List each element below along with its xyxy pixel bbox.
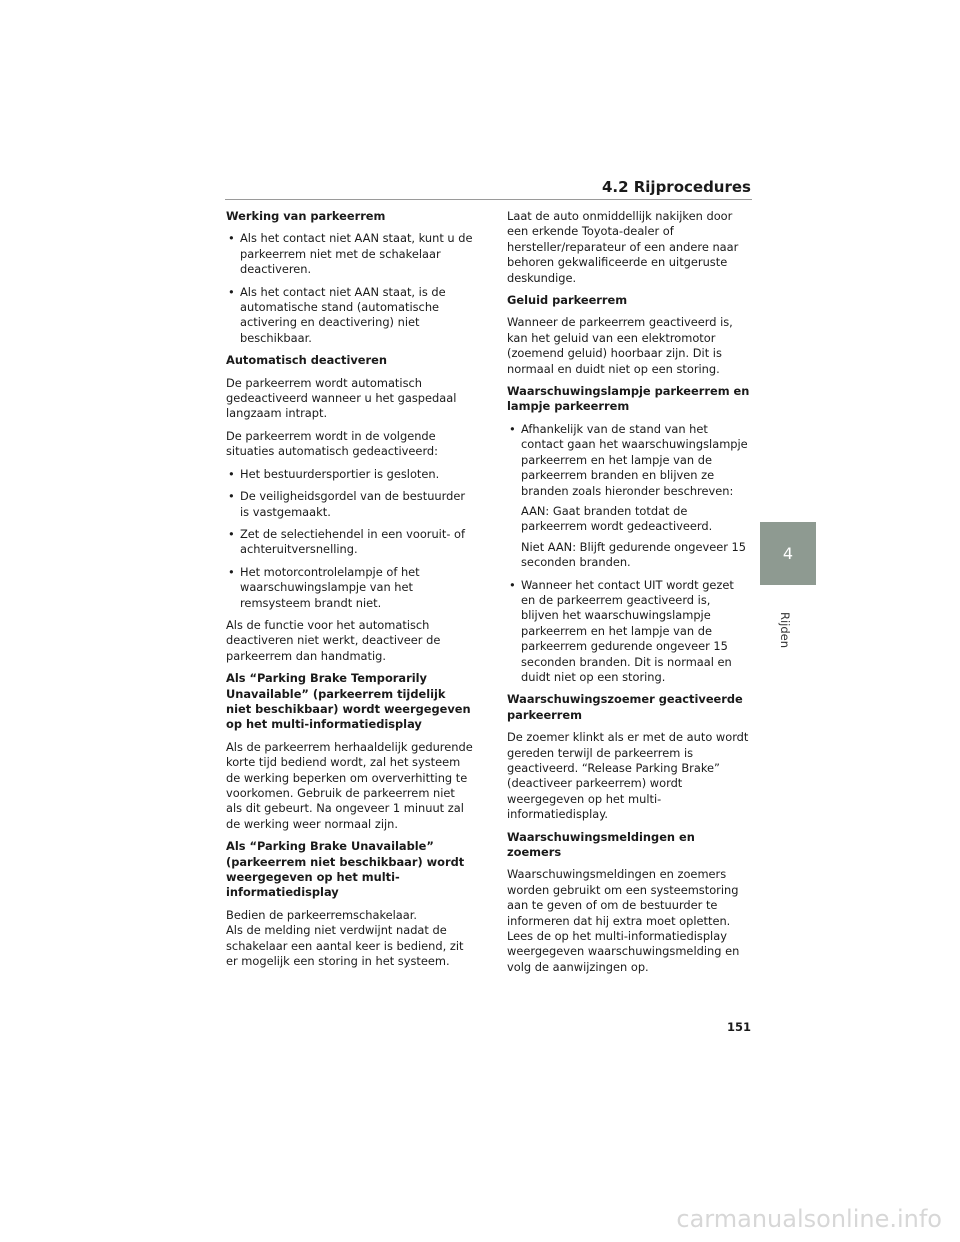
paragraph: Als de parkeerrem herhaaldelijk gedurende korte tijd bediend wordt, zal het systeem de werking beperken om oververhitting te voorkomen. Gebruik de parkeerrem niet als dit gebeurt. Na ongeveer 1 minuut zal de werking weer normaal zijn. [226, 739, 473, 831]
paragraph: De zoemer klinkt als er met de auto wordt gereden terwijl de parkeerrem is geactiveerd. “Release Parking Brake” (deactiveer parkeerrem) wordt weergegeven op het multi-informatiedisplay. [507, 730, 749, 822]
section-title: 4.2 Rijprocedures [601, 178, 751, 196]
chapter-number: 4 [782, 544, 794, 563]
paragraph: Waarschuwingsmeldingen en zoemers worden gebruikt om een systeemstoring aan te geven of om de bestuurder te informeren dat hij extra moet opletten. Lees de op het multi-informatiedisplay weergegeven waarschuwingsmelding en volg de aanwijzingen op. [507, 867, 740, 974]
bullet-list [226, 231, 473, 346]
chapter-label: Rijden [778, 612, 792, 649]
chapter-tab [760, 522, 816, 585]
list-item-sub: Niet AAN: Blijft gedurende ongeveer 15 seconden branden. [521, 539, 747, 570]
paragraph-line: Als de melding niet verdwijnt nadat de schakelaar een aantal keer is bediend, zit er mogelijk een storing in het systeem. [226, 923, 464, 969]
heading-warning-lamp: Waarschuwingslampje parkeerrem en lampje parkeerrem [507, 384, 750, 414]
list-item: • Het motorcontrolelampje of het waarschuwingslampje van het remsysteem brandt niet. [226, 565, 473, 611]
heading-auto-release: Automatisch deactiveren [226, 353, 387, 368]
paragraph-line: Bedien de parkeerremschakelaar. [226, 907, 418, 922]
heading-temporarily-unavailable: Als “Parking Brake Temporarily Unavailable” (parkeerrem tijdelijk niet beschikbaar) wordt weergegeven op het multi-informatiedisplay [226, 671, 471, 732]
paragraph: Laat de auto onmiddellijk nakijken door een erkende Toyota-dealer of hersteller/reparateur of een andere naar behoren gekwalificeerde en uitgeruste deskundige. [507, 209, 739, 285]
list-item [507, 422, 751, 571]
heading-brake-sound: Geluid parkeerrem [507, 293, 628, 308]
list-item: • Zet de selectiehendel in een vooruit- of achteruitversnelling. [226, 527, 473, 558]
list-item-sub: AAN: Gaat branden totdat de parkeerrem wordt gedeactiveerd. [521, 503, 713, 534]
list-item: • Het bestuurdersportier is gesloten. [226, 467, 473, 482]
watermark: carmanualsonline.info [676, 1205, 942, 1233]
heading-unavailable: Als “Parking Brake Unavailable” (parkeerrem niet beschikbaar) wordt weergegeven op het multi-informatiedisplay [226, 839, 465, 900]
paragraph: Als de functie voor het automatisch deactiveren niet werkt, deactiveer de parkeerrem dan handmatig. [226, 617, 441, 663]
header-divider [225, 199, 752, 200]
right-column [507, 209, 751, 982]
paragraph: De parkeerrem wordt in de volgende situaties automatisch gedeactiveerd: [226, 428, 438, 459]
heading-parking-brake-operation: Werking van parkeerrem [226, 209, 386, 223]
heading-warning-messages: Waarschuwingsmeldingen en zoemers [507, 829, 695, 860]
paragraph: Wanneer de parkeerrem geactiveerd is, kan het geluid van een elektromotor (zoemend geluid) hoorbaar zijn. Dit is normaal en duidt niet op een storing. [507, 315, 733, 376]
list-item: • Als het contact niet AAN staat, is de automatische stand (automatische activering en deactivering) niet beschikbaar. [226, 285, 473, 347]
heading-warning-buzzer: Waarschuwingszoemer geactiveerde parkeerrem [507, 692, 743, 722]
bullet-list [507, 422, 751, 686]
page-number: 151 [726, 1020, 751, 1034]
list-item-text: Afhankelijk van de stand van het contact gaan het waarschuwingslampje parkeerrem en het lampje van de parkeerrem branden en blijven ze branden zoals hieronder beschreven: [521, 421, 748, 498]
list-item: • Als het contact niet AAN staat, kunt u de parkeerrem niet met de schakelaar deactiveren. [226, 231, 473, 277]
left-column [226, 209, 473, 976]
paragraph: De parkeerrem wordt automatisch gedeactiveerd wanneer u het gaspedaal langzaam intrapt. [226, 375, 457, 421]
paragraph [226, 908, 473, 970]
bullet-list [226, 467, 473, 611]
list-item: • De veiligheidsgordel van de bestuurder is vastgemaakt. [226, 489, 473, 520]
list-item: • Wanneer het contact UIT wordt gezet en de parkeerrem geactiveerd is, blijven het waarschuwingslampje parkeerrem en het lampje van de parkeerrem gedurende ongeveer 15 seconden branden. Dit is normaal en duidt niet op een storing. [507, 578, 751, 686]
